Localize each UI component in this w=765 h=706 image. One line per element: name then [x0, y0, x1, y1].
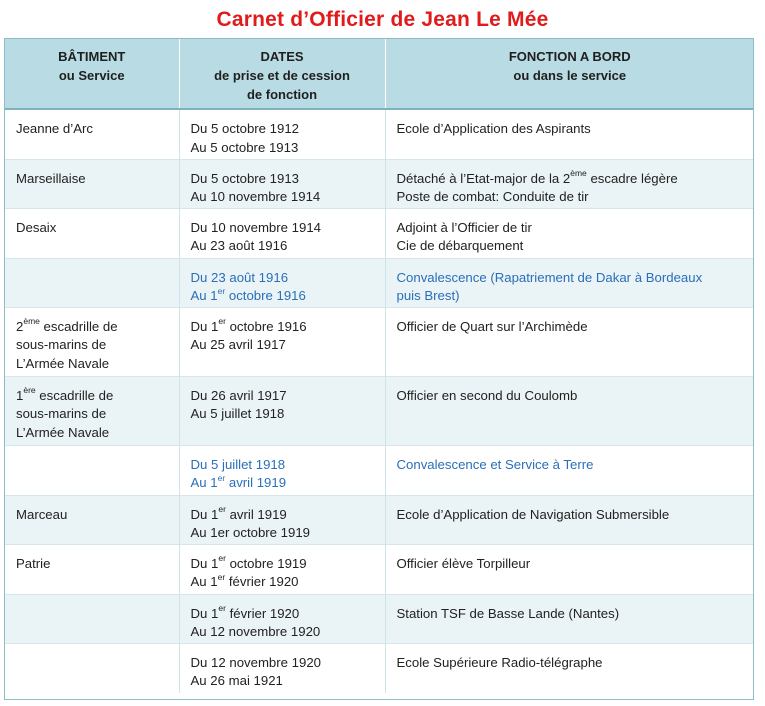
ordinal-superscript: er: [217, 472, 226, 483]
ordinal-superscript: er: [218, 504, 226, 515]
cell-line: [191, 573, 375, 592]
cell-batiment: [5, 594, 179, 643]
cell-text: octobre 1919: [225, 555, 307, 571]
page-title: Carnet d’Officier de Jean Le Mée: [216, 8, 549, 31]
cell-text: octobre 1916: [225, 318, 307, 334]
cell-line: [191, 120, 375, 139]
cell-line: [16, 387, 169, 406]
cell-line: [191, 605, 375, 624]
cell-line: [397, 287, 745, 306]
ordinal-superscript: er: [218, 316, 226, 327]
cell-text: Officier élève Torpilleur: [396, 555, 531, 571]
cell-text: Ecole d’Application des Aspirants: [396, 121, 591, 136]
cell-text: Convalescence et Service à Terre: [396, 456, 594, 472]
cell-line: [191, 506, 375, 525]
cell-batiment: [5, 445, 179, 495]
cell-text: Au 12 novembre 1920: [190, 624, 321, 639]
cell-text: Au 5 octobre 1913: [190, 139, 299, 155]
cell-text: L’Armée Navale: [16, 424, 110, 440]
cell-fonction: [385, 109, 754, 159]
cell-text: escadrille de: [35, 387, 114, 403]
cell-text: Du 1: [190, 555, 219, 571]
cell-fonction: [385, 376, 754, 445]
cell-line: [16, 120, 169, 139]
cell-fonction: [385, 159, 754, 208]
cell-line: [397, 269, 745, 288]
cell-text: Desaix: [16, 219, 57, 235]
cell-text: Au 1: [190, 288, 218, 303]
cell-dates: [179, 643, 385, 693]
header-line: de prise et de cession: [214, 68, 350, 83]
cell-batiment: [5, 159, 179, 208]
cell-text: Au 5 juillet 1918: [190, 406, 285, 421]
table-row: [5, 594, 754, 643]
cell-line: [397, 555, 745, 574]
cell-text: Patrie: [16, 555, 51, 571]
cell-line: [16, 355, 169, 374]
cell-fonction: [385, 544, 754, 594]
cell-line: [191, 188, 375, 207]
cell-fonction: [385, 643, 754, 693]
cell-line: [397, 219, 745, 238]
table-row: [5, 544, 754, 594]
cell-line: [16, 170, 169, 189]
cell-text: Cie de débarquement: [396, 238, 524, 253]
cell-line: [191, 474, 375, 493]
header-line: ou dans le service: [513, 68, 627, 83]
cell-text: sous-marins de: [16, 337, 107, 352]
cell-line: [191, 139, 375, 158]
cell-text: Officier en second du Coulomb: [396, 387, 578, 403]
cell-text: février 1920: [225, 605, 300, 621]
cell-text: avril 1919: [225, 475, 287, 490]
cell-dates: [179, 594, 385, 643]
ordinal-superscript: er: [217, 571, 226, 582]
table-row: [5, 307, 754, 376]
cell-text: Du 26 avril 1917: [190, 387, 287, 403]
header-line: de fonction: [246, 87, 318, 102]
header-fonction: [385, 39, 754, 109]
cell-text: Au 1: [190, 475, 218, 490]
cell-text: février 1920: [225, 574, 299, 589]
table-row: [5, 445, 754, 495]
cell-fonction: [385, 258, 754, 307]
table-row: [5, 258, 754, 307]
cell-text: Au 10 novembre 1914: [190, 189, 321, 204]
cell-batiment: [5, 109, 179, 159]
cell-text: Poste de combat: Conduite de tir: [396, 189, 589, 204]
cell-text: Officier de Quart sur l’Archimède: [396, 318, 588, 334]
cell-line: [397, 456, 745, 475]
ordinal-superscript: er: [217, 285, 226, 296]
cell-dates: [179, 495, 385, 544]
cell-text: Du 1: [190, 506, 219, 522]
cell-text: Au 26 mai 1921: [190, 673, 283, 688]
ordinal-superscript: er: [218, 553, 226, 564]
cell-text: escadrille de: [39, 318, 118, 334]
cell-dates: [179, 159, 385, 208]
cell-line: [191, 336, 375, 355]
cell-line: [191, 287, 375, 306]
cell-text: Du 1: [190, 318, 219, 334]
cell-line: [191, 555, 375, 574]
cell-text: avril 1919: [225, 506, 287, 522]
cell-line: [191, 405, 375, 424]
cell-line: [16, 336, 169, 355]
cell-text: Du 5 octobre 1912: [190, 121, 300, 136]
cell-batiment: [5, 307, 179, 376]
cell-line: [397, 506, 745, 525]
cell-line: [191, 318, 375, 337]
cell-text: Au 1er octobre 1919: [190, 525, 311, 540]
cell-fonction: [385, 208, 754, 258]
cell-fonction: [385, 445, 754, 495]
cell-text: Jeanne d’Arc: [16, 121, 93, 136]
cell-line: [191, 269, 375, 288]
ordinal-superscript: er: [218, 603, 226, 614]
table-row: [5, 109, 754, 159]
cell-batiment: [5, 258, 179, 307]
cell-batiment: [5, 208, 179, 258]
cell-line: [397, 318, 745, 337]
cell-line: [16, 555, 169, 574]
cell-dates: [179, 376, 385, 445]
header-line: FONCTION A BORD: [508, 49, 631, 64]
officer-record-table: [5, 39, 754, 693]
cell-line: [397, 654, 745, 673]
ordinal-superscript: ème: [23, 316, 40, 327]
cell-text: Détaché à l’Etat-major de la 2: [396, 170, 571, 186]
cell-fonction: [385, 495, 754, 544]
cell-line: [397, 387, 745, 406]
cell-line: [397, 120, 745, 139]
cell-text: Marceau: [16, 506, 68, 522]
cell-line: [16, 424, 169, 443]
table-row: [5, 159, 754, 208]
cell-text: Ecole d’Application de Navigation Submersible: [396, 506, 670, 522]
cell-dates: [179, 109, 385, 159]
header-line: ou Service: [58, 68, 125, 83]
cell-text: Au 25 avril 1917: [190, 337, 286, 352]
cell-line: [191, 524, 375, 543]
cell-fonction: [385, 307, 754, 376]
cell-line: [397, 170, 745, 189]
ordinal-superscript: ère: [23, 385, 36, 396]
cell-text: Du 1: [190, 605, 219, 621]
cell-text: Ecole Supérieure Radio-télégraphe: [396, 654, 603, 670]
header-batiment: [5, 39, 179, 109]
table-body: [5, 109, 754, 693]
cell-text: 2: [16, 318, 24, 334]
ordinal-superscript: ème: [570, 168, 587, 179]
cell-text: sous-marins de: [16, 406, 107, 421]
cell-line: [397, 605, 745, 624]
table-header-row: [5, 39, 754, 109]
cell-line: [191, 623, 375, 642]
cell-line: [191, 170, 375, 189]
cell-text: Au 1: [190, 574, 218, 589]
cell-line: [16, 506, 169, 525]
cell-batiment: [5, 495, 179, 544]
cell-text: Marseillaise: [16, 170, 86, 186]
cell-text: Du 5 octobre 1913: [190, 170, 300, 186]
cell-line: [191, 672, 375, 691]
cell-line: [397, 237, 745, 256]
cell-line: [191, 219, 375, 238]
header-dates: [179, 39, 385, 109]
cell-dates: [179, 208, 385, 258]
table-row: [5, 643, 754, 693]
cell-text: Au 23 août 1916: [190, 238, 288, 253]
cell-batiment: [5, 643, 179, 693]
header-line: DATES: [260, 49, 304, 64]
cell-dates: [179, 307, 385, 376]
cell-dates: [179, 544, 385, 594]
table-row: [5, 208, 754, 258]
cell-text: octobre 1916: [225, 288, 306, 303]
cell-fonction: [385, 594, 754, 643]
cell-text: Du 23 août 1916: [190, 269, 289, 285]
cell-text: Du 5 juillet 1918: [190, 456, 286, 472]
cell-text: Du 10 novembre 1914: [190, 219, 321, 235]
header-line: BÂTIMENT: [58, 49, 126, 64]
cell-line: [16, 318, 169, 337]
cell-text: Convalescence (Rapatriement de Dakar à Bordeaux: [396, 269, 703, 285]
cell-line: [191, 456, 375, 475]
cell-text: 1: [16, 387, 24, 403]
cell-line: [16, 219, 169, 238]
cell-dates: [179, 445, 385, 495]
cell-text: puis Brest): [396, 288, 460, 303]
cell-dates: [179, 258, 385, 307]
cell-text: escadre légère: [586, 170, 678, 186]
cell-text: Adjoint à l’Officier de tir: [396, 219, 532, 235]
table-row: [5, 495, 754, 544]
cell-batiment: [5, 376, 179, 445]
cell-line: [16, 405, 169, 424]
table-row: [5, 376, 754, 445]
cell-line: [191, 237, 375, 256]
cell-line: [191, 654, 375, 673]
cell-text: Du 12 novembre 1920: [190, 654, 321, 670]
cell-text: L’Armée Navale: [16, 355, 110, 371]
cell-line: [397, 188, 745, 207]
cell-text: Station TSF de Basse Lande (Nantes): [396, 605, 620, 621]
cell-batiment: [5, 544, 179, 594]
cell-line: [191, 387, 375, 406]
